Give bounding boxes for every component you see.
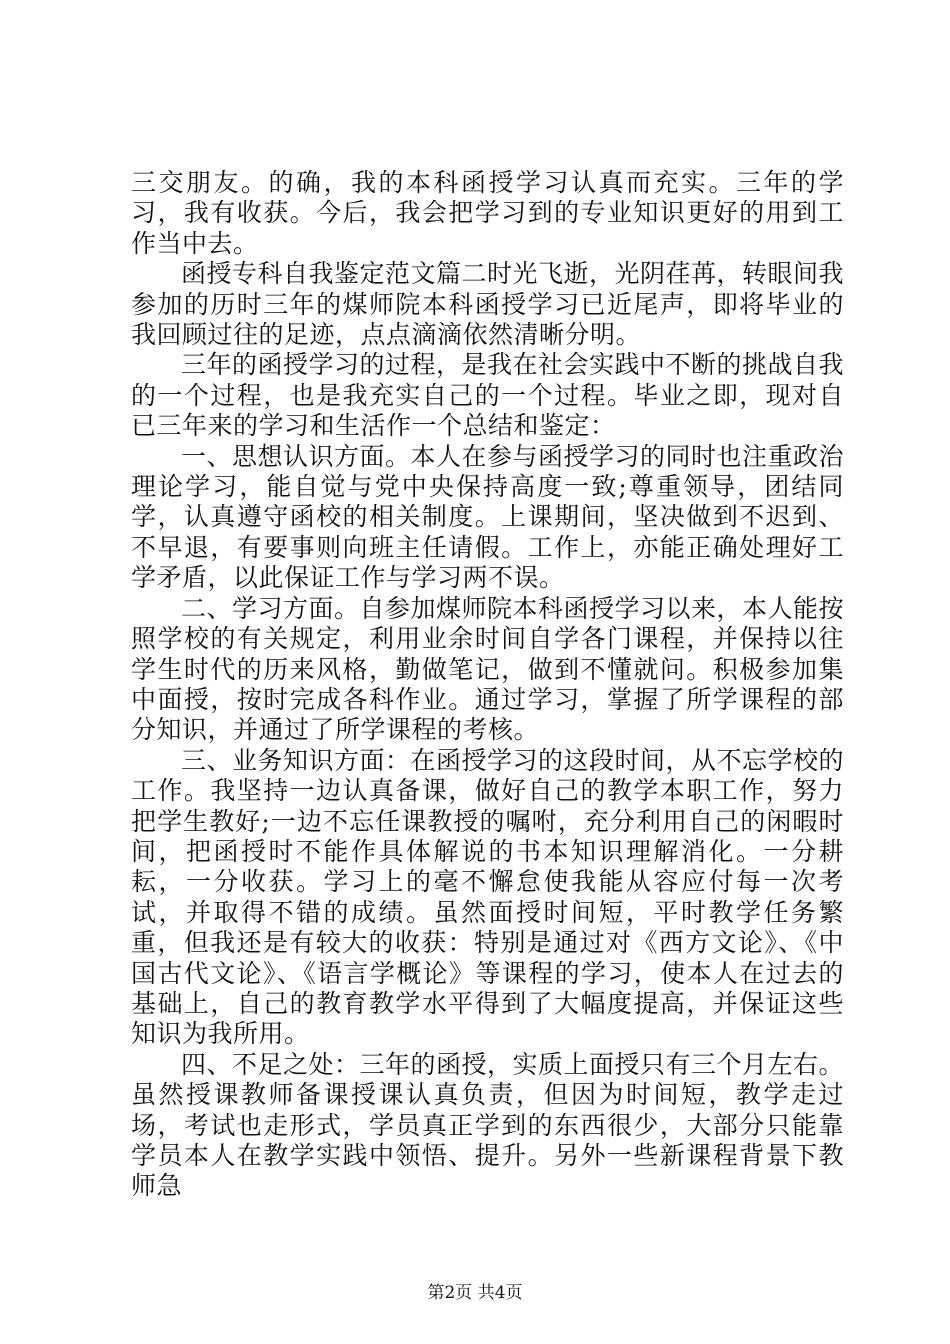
document-body [131, 168, 844, 1202]
paragraph-professional-knowledge: 三、业务知识方面：在函授学习的这段时间，从不忘学校的工作。我坚持一边认真备课，做好自己的教学本职工作，努力把学生教好;一边不忘任课教授的嘱咐，充分利用自己的闲暇时间，把函授时不能作具体解说的书本知识理解消化。一分耕耘，一分收获。学习上的毫不懈怠使我能从容应付每一次考试，并取得不错的成绩。虽然面授时间短，平时教学任务繁重，但我还是有较大的收获：特别是通过对《西方文论》、《中国古代文论》、《语言学概论》等课程的学习，使本人在过去的基础上，自己的教育教学水平得到了大幅度提高，并保证这些知识为我所用。 [131, 745, 845, 1049]
paragraph-intro-essay-two: 函授专科自我鉴定范文篇二时光飞逝，光阴荏苒，转眼间我参加的历时三年的煤师院本科函授学习已近尾声，即将毕业的我回顾过往的足迹，点点滴滴依然清晰分明。 [131, 259, 845, 350]
paragraph-study-aspect: 二、学习方面。自参加煤师院本科函授学习以来，本人能按照学校的有关规定，利用业余时间自学各门课程，并保持以往学生时代的历来风格，勤做笔记，做到不懂就问。积极参加集中面授，按时完成各科作业。通过学习，掌握了所学课程的部分知识，并通过了所学课程的考核。 [131, 593, 845, 745]
paragraph-continuation: 三交朋友。的确，我的本科函授学习认真而充实。三年的学习，我有收获。今后，我会把学习到的专业知识更好的用到工作当中去。 [131, 168, 844, 258]
page-number-footer: 第2页 共4页 [427, 1283, 523, 1303]
paragraph-summary-overview: 三年的函授学习的过程，是我在社会实践中不断的挑战自我的一个过程，也是我充实自己的一个过程。毕业之即，现对自已三年来的学习和生活作一个总结和鉴定： [131, 350, 845, 441]
paragraph-shortcomings: 四、不足之处：三年的函授，实质上面授只有三个月左右。虽然授课教师备课授课认真负责，但因为时间短，教学走过场，考试也走形式，学员真正学到的东西很少，大部分只能靠学员本人在教学实践中领悟、提升。另外一些新课程背景下教师急 [131, 1049, 845, 1201]
paragraph-ideological-awareness: 一、思想认识方面。本人在参与函授学习的同时也注重政治理论学习，能自觉与党中央保持高度一致;尊重领导，团结同学，认真遵守函校的相关制度。上课期间，坚决做到不迟到、不早退，有要事则向班主任请假。工作上，亦能正确处理好工学矛盾，以此保证工作与学习两不误。 [131, 441, 845, 593]
